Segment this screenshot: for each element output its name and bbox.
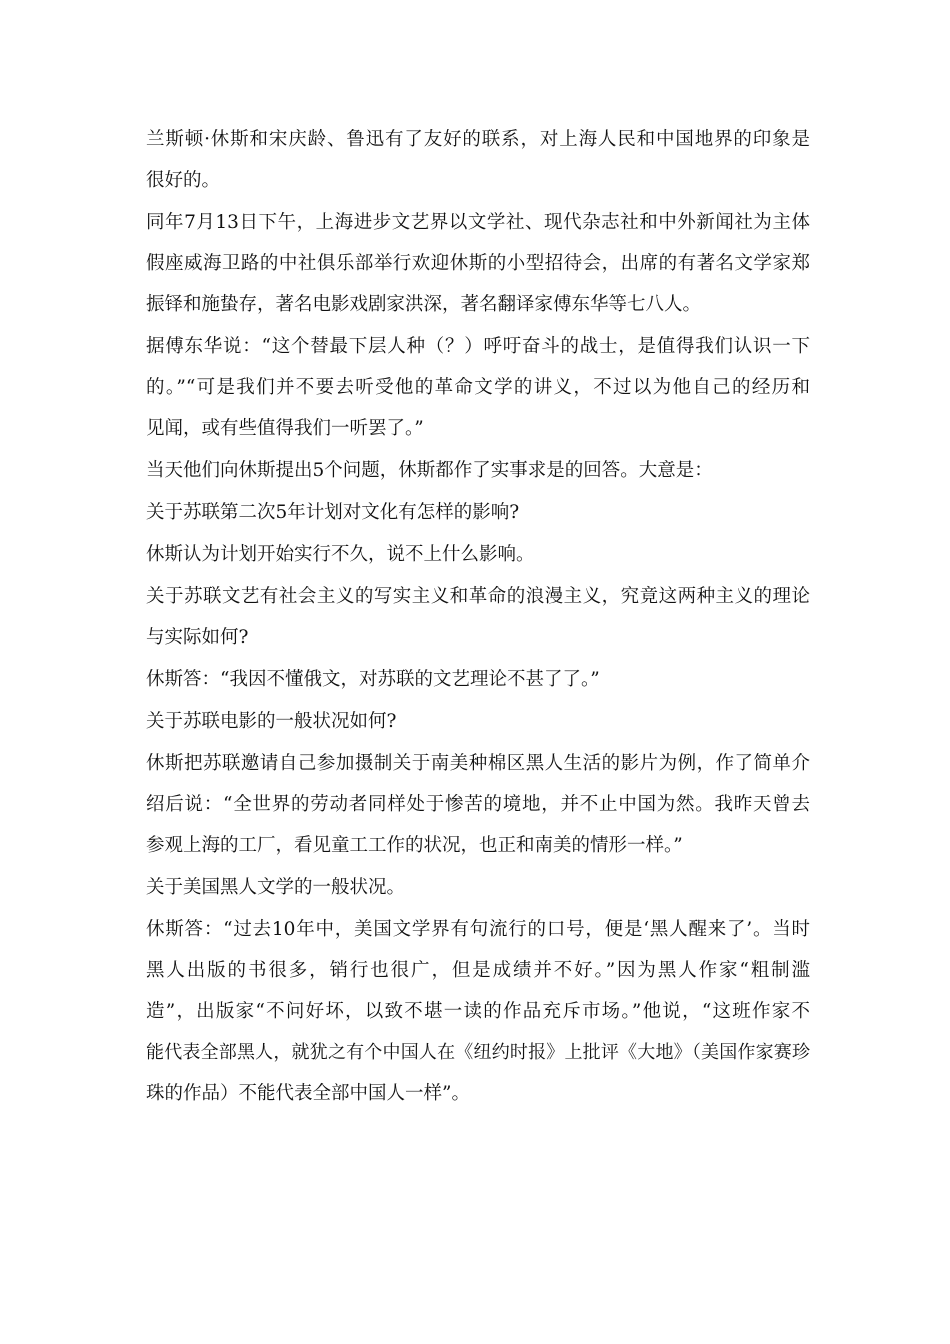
text-line: 当天他们向休斯提出5个问题，休斯都作了实事求是的回答。大意是： bbox=[146, 460, 713, 481]
text-line: 休斯把苏联邀请自己参加摄制关于南美种棉区黑人生活的影片为例，作了简单介 bbox=[146, 753, 810, 774]
text-line: 关于苏联文艺有社会主义的写实主义和革命的浪漫主义，究竟这两种主义的理论 bbox=[146, 586, 810, 607]
text-line: 参观上海的工厂，看见童工工作的状况，也正和南美的情形一样。” bbox=[146, 835, 683, 856]
text-line: 振铎和施蛰存，著名电影戏剧家洪深，著名翻译家傅东华等七八人。 bbox=[146, 294, 702, 315]
text-line: 与实际如何? bbox=[146, 627, 249, 648]
text-line: 很好的。 bbox=[146, 170, 221, 191]
text-line: 造”，出版家“不问好坏，以致不堪一读的作品充斥市场。”他说，“这班作家不 bbox=[146, 1001, 810, 1022]
text-line: 关于美国黑人文学的一般状况。 bbox=[146, 877, 406, 898]
text-line: 的。”“可是我们并不要去听受他的革命文学的讲义，不过以为他自己的经历和 bbox=[146, 377, 810, 398]
text-line: 休斯认为计划开始实行不久，说不上什么影响。 bbox=[146, 544, 535, 565]
text-line: 兰斯顿·休斯和宋庆龄、鲁迅有了友好的联系，对上海人民和中国地界的印象是 bbox=[146, 129, 810, 150]
document-body bbox=[146, 119, 810, 1115]
text-line: 休斯答：“我因不懂俄文，对苏联的文艺理论不甚了了。” bbox=[146, 669, 600, 690]
text-line: 绍后说：“全世界的劳动者同样处于惨苦的境地，并不止中国为然。我昨天曾去 bbox=[146, 794, 810, 815]
text-line: 同年7月13日下午，上海进步文艺界以文学社、现代杂志社和中外新闻社为主体 bbox=[146, 212, 810, 233]
text-line: 关于苏联电影的一般状况如何? bbox=[146, 711, 397, 732]
text-line: 能代表全部黑人，就犹之有个中国人在《纽约时报》上批评《大地》（美国作家赛珍 bbox=[146, 1042, 810, 1063]
text-line: 黑人出版的书很多，销行也很广，但是成绩并不好。”因为黑人作家“粗制滥 bbox=[146, 960, 810, 981]
text-line: 见闻，或有些值得我们一听罢了。” bbox=[146, 418, 424, 439]
text-line: 据傅东华说：“这个替最下层人种（？）呼吁奋斗的战士，是值得我们认识一下 bbox=[146, 336, 810, 357]
text-line: 休斯答：“过去10年中，美国文学界有句流行的口号，便是‘黑人醒来了’。当时 bbox=[146, 919, 810, 940]
text-line: 假座威海卫路的中社俱乐部举行欢迎休斯的小型招待会，出席的有著名文学家郑 bbox=[146, 253, 810, 274]
text-line: 珠的作品）不能代表全部中国人一样”。 bbox=[146, 1083, 470, 1104]
text-line: 关于苏联第二次5年计划对文化有怎样的影响? bbox=[146, 502, 520, 523]
